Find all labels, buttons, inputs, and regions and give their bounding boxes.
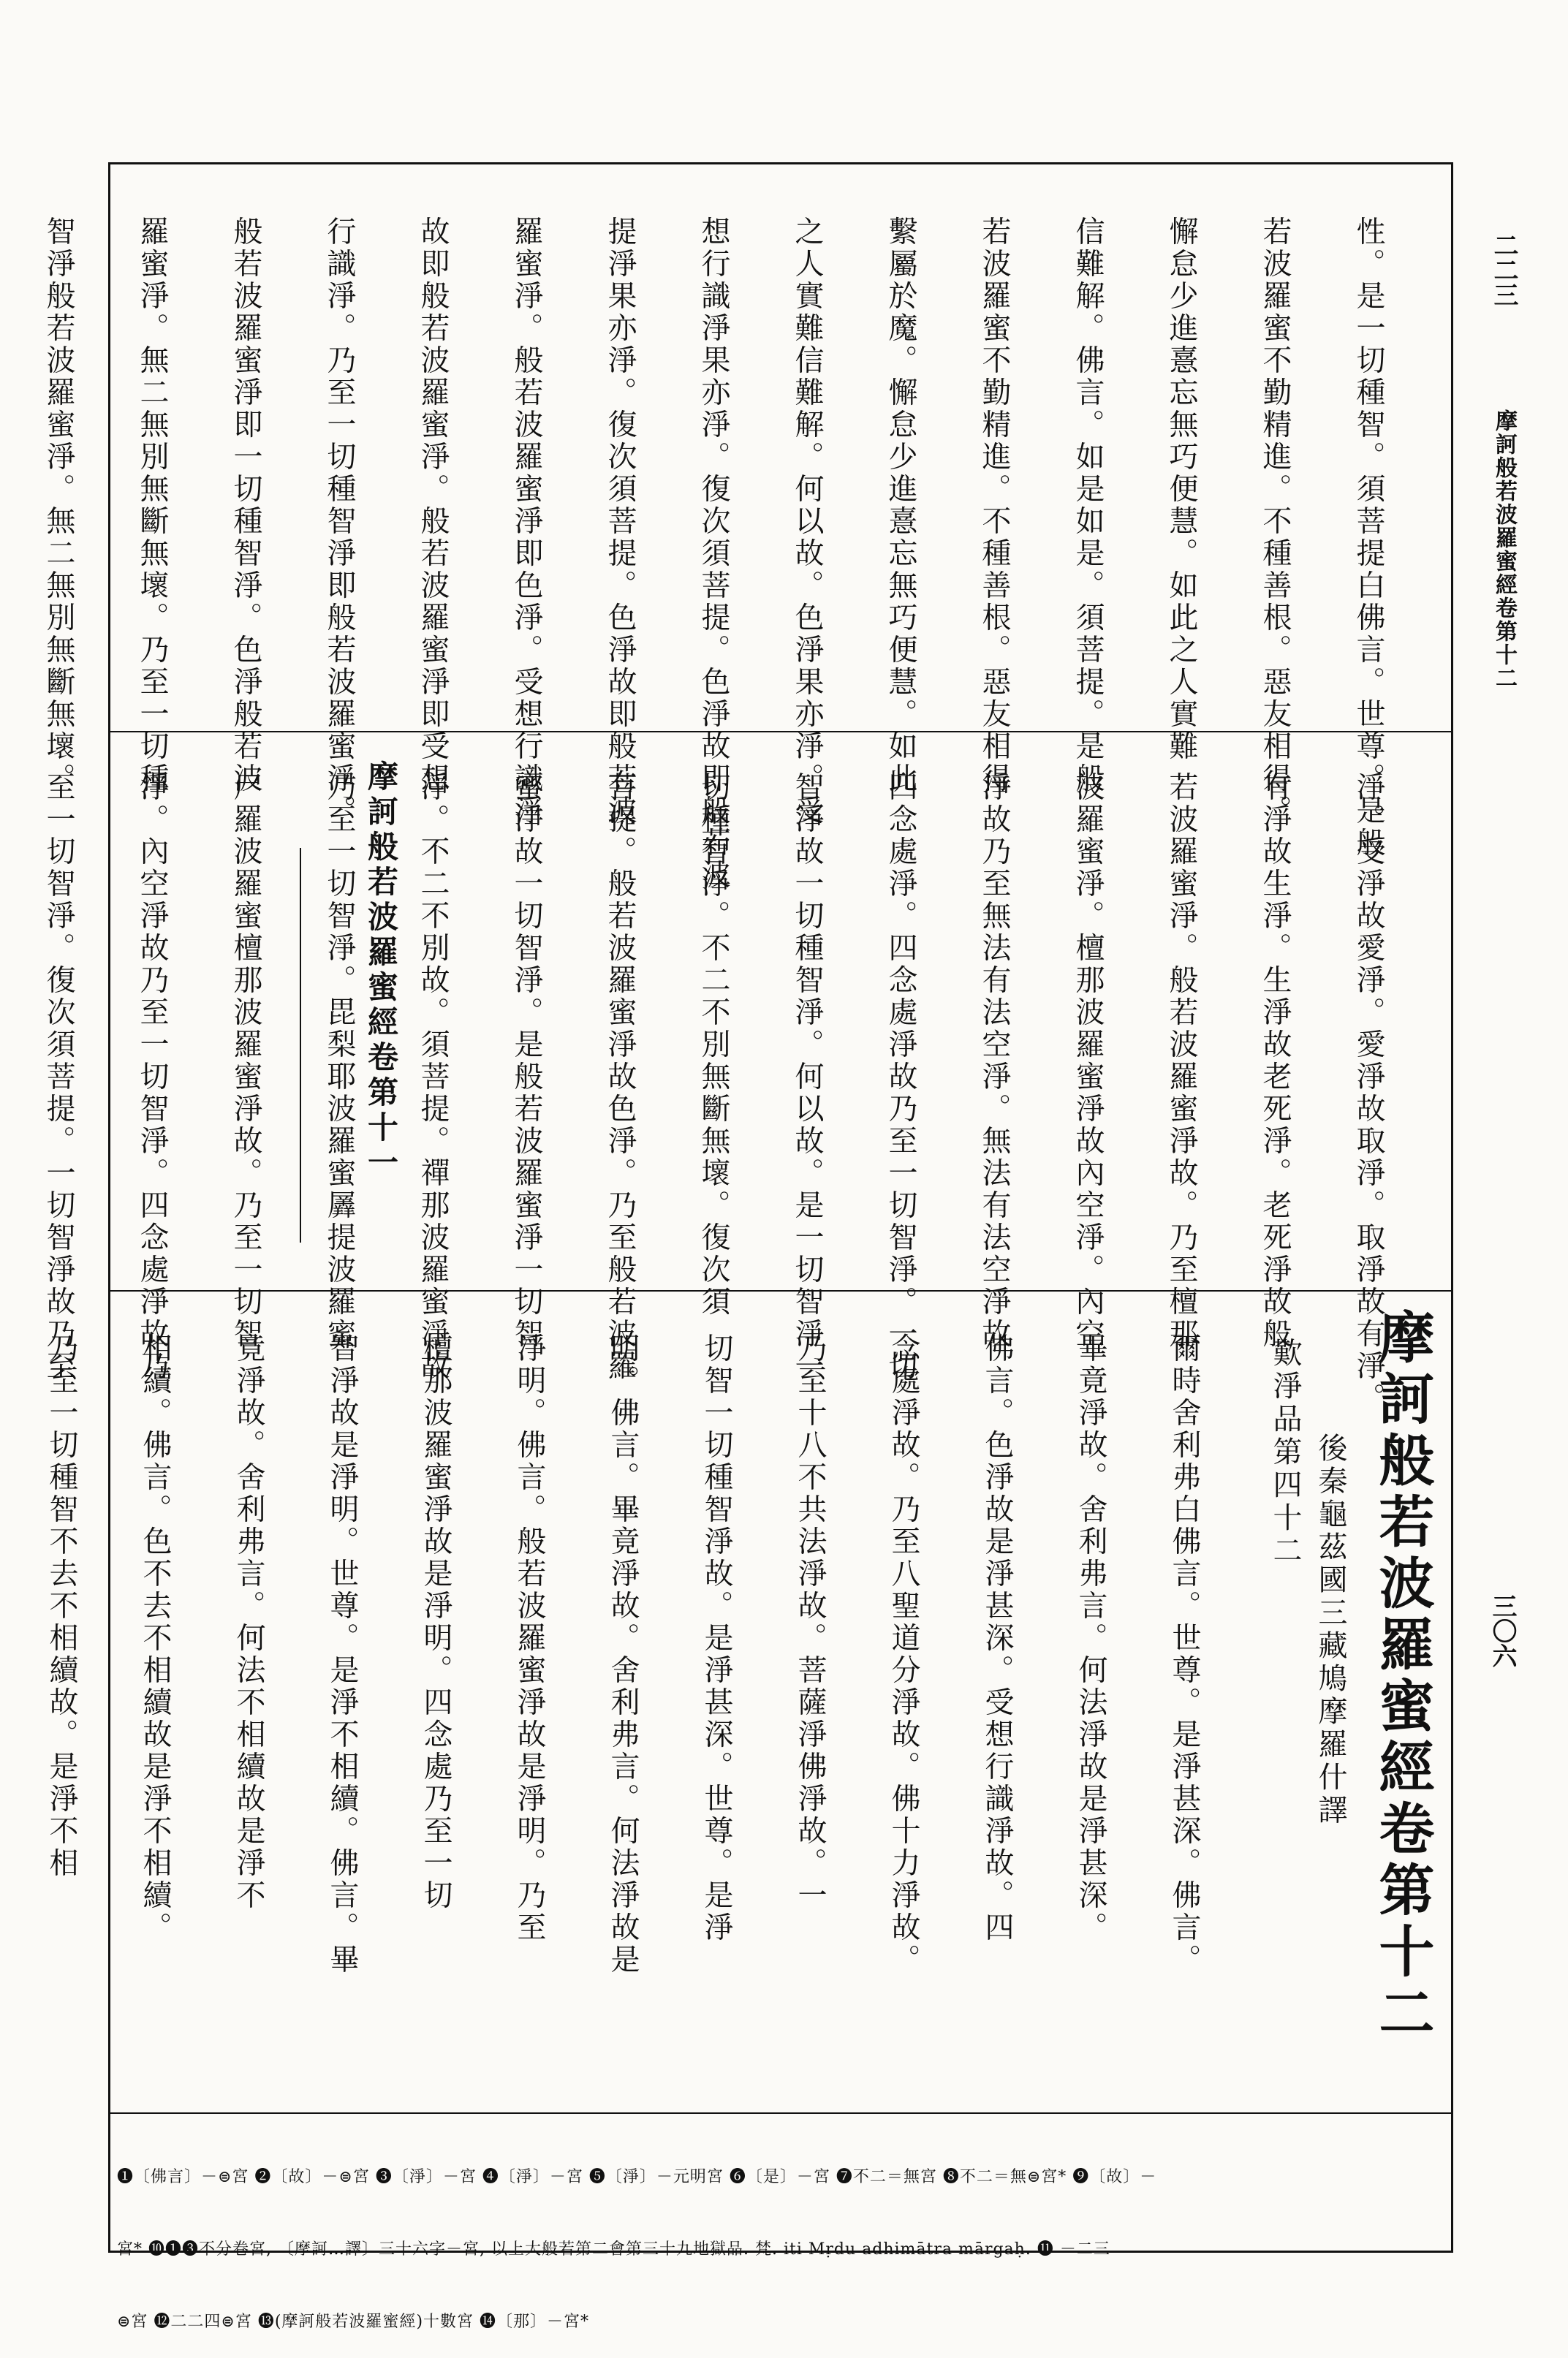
text-column: 明。佛言。畢竟淨故。舍利弗言。何法淨故是 (606, 1332, 640, 1976)
text-column: 行識淨。乃至一切種智淨即般若波羅蜜淨。 (322, 216, 356, 827)
text-column: 信難解。佛言。如是如是。須菩提。是般 (1071, 216, 1105, 795)
footnotes (117, 2117, 1447, 2331)
text-column: 羅蜜淨。般若波羅蜜淨即色淨。受想行識淨 (510, 216, 543, 827)
text-column: 淨。受淨故愛淨。愛淨故取淨。取淨故有淨。 (1352, 771, 1385, 1415)
volume-title: 摩訶般若波羅蜜經卷第十二 (1370, 1308, 1435, 2045)
text-column: 乃至一切智淨。毘梨耶波羅蜜羼提波羅蜜 (322, 771, 356, 1351)
text-column: 念處淨故。乃至八聖道分淨故。佛十力淨故。 (887, 1332, 920, 1976)
text-column: 波羅蜜淨。檀那波羅蜜淨故內空淨。內空 (1071, 771, 1105, 1351)
text-column: 故即般若波羅蜜淨。般若波羅蜜淨即受想 (416, 216, 450, 795)
text-column: 若波羅蜜不勤精進。不種善根。惡友相得。 (1258, 216, 1292, 827)
text-column: 蜜淨故一切智淨。是般若波羅蜜淨一切智 (510, 771, 543, 1351)
text-column: 乃至一切種智不去不相續故。是淨不相 (45, 1332, 78, 1880)
text-column: 乃至十八不共法淨故。菩薩淨佛淨故。一 (793, 1332, 827, 1912)
translator-line: 後秦龜茲國三藏鳩摩羅什譯 (1314, 1433, 1347, 1827)
bottom-section-text (45, 1308, 1254, 2237)
text-column: 性。是一切種智。須菩提白佛言。世尊。是般 (1352, 216, 1385, 860)
text-column: 菩提。般若波羅蜜淨故色淨。乃至般若波羅 (603, 771, 637, 1383)
text-column: 若波羅蜜淨。般若波羅蜜淨故。乃至檀那 (1164, 771, 1198, 1351)
text-column: 淨故乃至無法有法空淨。無法有法空淨故 (977, 771, 1011, 1351)
text-column: 畢竟淨故。舍利弗言。何法淨故是淨甚深。 (1074, 1332, 1107, 1944)
end-rule (300, 848, 301, 1243)
text-column: 至一切智淨。復次須菩提。一切智淨故乃至 (42, 771, 75, 1383)
text-column: 尸羅波羅蜜檀那波羅蜜淨故。乃至一切智 (229, 771, 262, 1351)
footnote-line: 宮* ❿❶❸不分卷宮, 〔摩訶…譯〕三十六字－宮, 以上大般若第二會第三十九地獄品. 梵. iti Mṛdu adhimātra mārgaḥ. ⓫ －二三 (117, 2240, 1110, 2259)
text-column: 智淨故是淨明。世尊。是淨不相續。佛言。畢 (325, 1332, 359, 1976)
text-column: 佛言。色淨故是淨甚深。受想行識淨故。四 (980, 1332, 1014, 1944)
text-column: 爾時舍利弗白佛言。世尊。是淨甚深。佛言。 (1167, 1332, 1201, 1976)
text-column: 淨。內空淨故乃至一切智淨。四念處淨故乃 (135, 771, 169, 1383)
text-column: 相續。佛言。色不去不相續故是淨不相續。 (138, 1332, 172, 1944)
text-column: 懈怠少進憙忘無巧便慧。如此之人實難 (1164, 216, 1198, 763)
footnote-divider (110, 2112, 1452, 2114)
text-column: 般若波羅蜜淨即一切種智淨。色淨般若波 (229, 216, 262, 795)
text-column: 繫屬於魔。懈怠少進憙忘無巧便慧。如此 (884, 216, 917, 795)
text-column: 智淨故一切種智淨。何以故。是一切智淨一 (790, 771, 824, 1383)
text-column: 竟淨故。舍利弗言。何法不相續故是淨不 (232, 1332, 265, 1912)
text-column: 若波羅蜜不勤精進。不種善根。惡友相得 (977, 216, 1011, 795)
text-column: 淨。不二不別故。須菩提。禪那波羅蜜淨故 (416, 771, 450, 1383)
volume-end-trailer: 摩訶般若波羅蜜經卷第十一 (363, 760, 399, 1181)
text-column: 羅蜜淨。無二無別無斷無壞。乃至一切種 (135, 216, 169, 795)
text-column: 提淨果亦淨。復次須菩提。色淨故即般若波 (603, 216, 637, 827)
text-column: 想行識淨果亦淨。復次須菩提。色淨故即般若波 (697, 216, 730, 892)
section-divider-bottom (108, 1290, 1453, 1292)
footnote-line: ⊜宮 ⓬二二四⊜宮 ⓭(摩訶般若波羅蜜經)十數宮 ⓮〔那〕－宮* (117, 2313, 590, 2331)
page-number-side: 三〇六 (1488, 1593, 1517, 1668)
text-column: 淨明。佛言。般若波羅蜜淨故是淨明。乃至 (512, 1332, 546, 1944)
running-title: 摩訶般若波羅蜜經卷第十二 (1491, 409, 1517, 690)
text-column: 智淨般若波羅蜜淨。無二無別無斷無壞。 (42, 216, 75, 795)
footnote-line: ❶〔佛言〕－⊜宮 ❷〔故〕－⊜宮 ❸〔淨〕－宮 ❹〔淨〕－宮 ❺〔淨〕－元明宮 ❻〔是〕－宮 ❼不二＝無宮 ❽不二＝無⊜宮* ❾〔故〕－ (117, 2168, 1157, 2186)
text-column: 有淨故生淨。生淨故老死淨。老死淨故般 (1258, 771, 1292, 1351)
section-divider-top (108, 731, 1453, 732)
page-number-top: 二二三 (1489, 232, 1518, 307)
chapter-title: 歎淨品第四十二 (1268, 1338, 1302, 1568)
text-column: 切種智淨。不二不別無斷無壞。復次須 (697, 771, 730, 1319)
text-column: 檀那波羅蜜淨故是淨明。四念處乃至一切 (419, 1332, 452, 1912)
text-column: 之人實難信難解。何以故。色淨果亦淨。受 (790, 216, 824, 827)
text-column: 切智一切種智淨故。是淨甚深。世尊。是淨 (700, 1332, 733, 1944)
top-section-text (42, 192, 1439, 892)
text-column: 四念處淨。四念處淨故乃至一切智淨。一切 (884, 771, 917, 1383)
